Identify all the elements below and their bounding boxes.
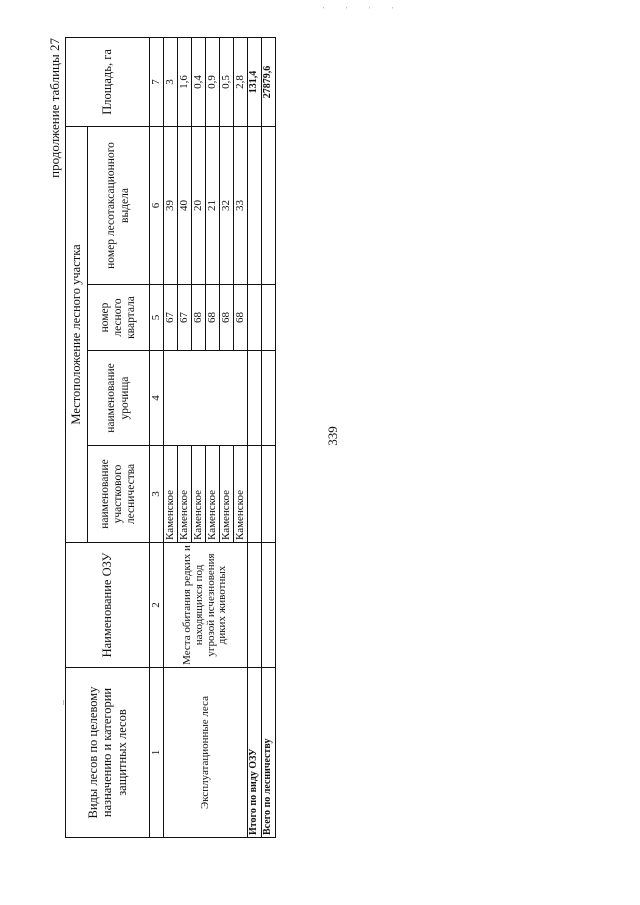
column-number: 1	[150, 668, 164, 838]
urochishe-cell	[164, 351, 248, 446]
header-ozu-name: Наименование ОЗУ	[66, 543, 150, 668]
total-lesnichestvo-label: Всего по лесничеству	[262, 668, 276, 838]
ozu-name-cell: Места обитания редких и находящихся под угрозой исчезновения диких животных	[164, 543, 248, 668]
lesnichestvo-cell: Каменское	[220, 446, 234, 543]
total-lesnichestvo-value: 27879,6	[262, 37, 276, 126]
vydel-cell: 40	[178, 126, 192, 284]
total-ozu-row	[248, 37, 262, 837]
area-cell: 0,9	[206, 37, 220, 126]
kvartal-cell: 68	[234, 285, 248, 351]
rotated-table-block	[47, 38, 275, 838]
lesnichestvo-cell: Каменское	[206, 446, 220, 543]
page-number: 339	[325, 426, 340, 446]
vydel-cell: 39	[164, 126, 178, 284]
kvartal-cell: 67	[164, 285, 178, 351]
kvartal-cell: 68	[192, 285, 206, 351]
header-area: Площадь, га	[66, 37, 150, 126]
lesnichestvo-cell: Каменское	[234, 446, 248, 543]
column-number: 6	[150, 126, 164, 284]
header-vydel: номер лесотаксационного выдела	[88, 126, 150, 284]
header-kvartal: номер лесного квартала	[88, 285, 150, 351]
column-numbering-row	[150, 37, 164, 837]
vydel-cell: 33	[234, 126, 248, 284]
column-number: 3	[150, 446, 164, 543]
column-number: 4	[150, 351, 164, 446]
lesnichestvo-cell: Каменское	[192, 446, 206, 543]
kvartal-cell: 67	[178, 285, 192, 351]
table-row	[164, 37, 178, 837]
table-caption: продолжение таблицы 27	[47, 38, 62, 178]
header-forest-type: Виды лесов по целевому назначению и категории защитных лесов	[66, 668, 150, 838]
vydel-cell: 21	[206, 126, 220, 284]
scan-artifact-marks: ' ' ' '	[323, 6, 404, 14]
area-cell: 3	[164, 37, 178, 126]
total-ozu-value: 131,4	[248, 37, 262, 126]
column-number: 2	[150, 543, 164, 668]
lesnichestvo-cell: Каменское	[178, 446, 192, 543]
forest-type-cell: Эксплуатационные леса	[164, 668, 248, 838]
kvartal-cell: 68	[220, 285, 234, 351]
column-number: 5	[150, 285, 164, 351]
scan-artifact-mark	[63, 700, 64, 705]
area-cell: 1,6	[178, 37, 192, 126]
area-cell: 0,5	[220, 37, 234, 126]
kvartal-cell: 68	[206, 285, 220, 351]
lesnichestvo-cell: Каменское	[164, 446, 178, 543]
vydel-cell: 32	[220, 126, 234, 284]
total-lesnichestvo-row	[262, 37, 276, 837]
forest-areas-table	[65, 37, 276, 838]
total-ozu-label: Итого по виду ОЗУ	[248, 668, 262, 838]
header-lesnichestvo: наименование участкового лесничества	[88, 446, 150, 543]
header-urochishe: наименование урочища	[88, 351, 150, 446]
header-location-group: Местоположение лесного участка	[66, 126, 88, 542]
column-number: 7	[150, 37, 164, 126]
area-cell: 0,4	[192, 37, 206, 126]
header-row-1	[66, 37, 88, 837]
area-cell: 2,8	[234, 37, 248, 126]
vydel-cell: 20	[192, 126, 206, 284]
